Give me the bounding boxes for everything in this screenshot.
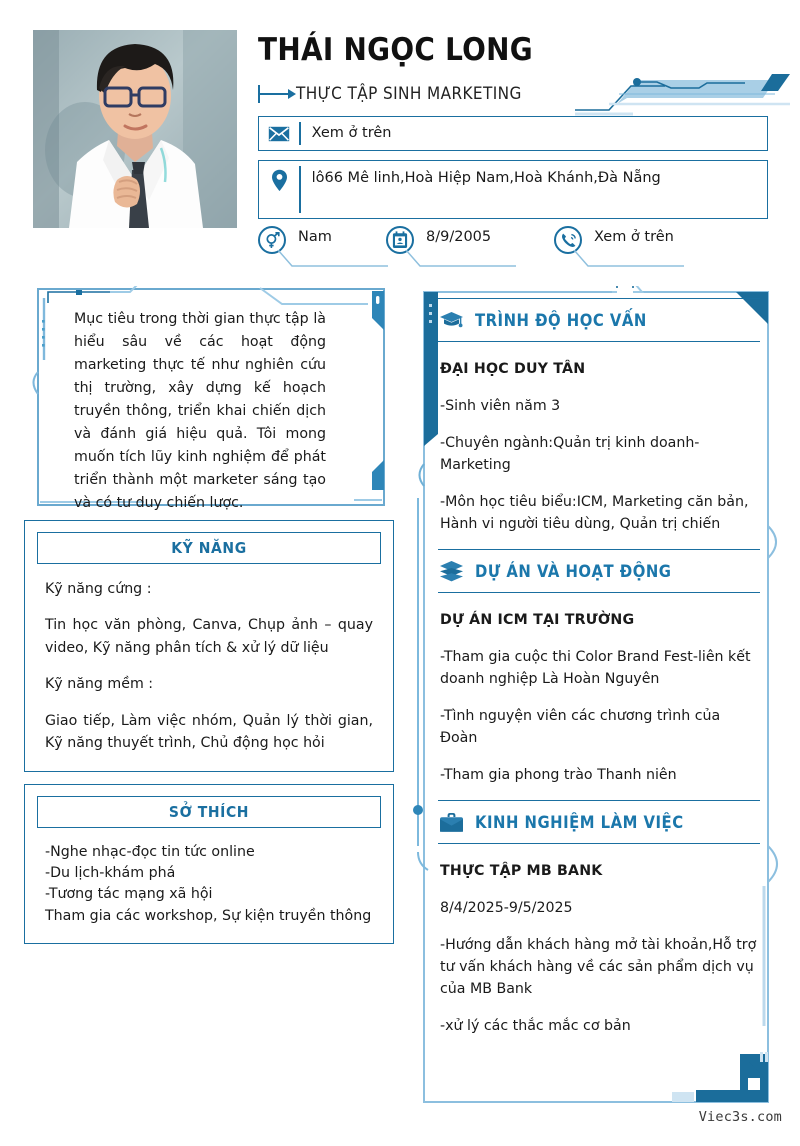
gender-value: Nam xyxy=(298,229,332,245)
skills-body xyxy=(25,564,393,771)
hard-skills-label: Kỹ năng cứng : xyxy=(45,581,152,597)
interests-list xyxy=(45,842,373,927)
cv-header xyxy=(0,0,800,282)
projects-header xyxy=(438,549,760,593)
list-item: -Tương tác mạng xã hội xyxy=(45,886,213,903)
projects-body xyxy=(438,593,760,796)
header-decoration-graphic xyxy=(575,58,790,116)
address-value: lô66 Mê linh,Hoà Hiệp Nam,Hoà Khánh,Đà Nẵng xyxy=(311,170,661,186)
education-org: ĐẠI HỌC DUY TÂN xyxy=(440,361,586,377)
birthdate-value: 8/9/2005 xyxy=(426,229,492,245)
soft-skills-label: Kỹ năng mềm : xyxy=(45,676,154,693)
address-field[interactable] xyxy=(258,160,768,219)
email-value: Xem ở trên xyxy=(311,125,392,142)
projects-title: DỰ ÁN VÀ HOẠT ĐỘNG xyxy=(475,561,672,581)
left-column xyxy=(24,286,394,944)
skills-title: KỸ NĂNG xyxy=(37,532,381,564)
hard-skills-value: Tin học văn phòng, Canva, Chụp ảnh – quay video, Kỹ năng phân tích & xử lý dữ liệu xyxy=(45,617,373,656)
objective-text: Mục tiêu trong thời gian thực tập là hiểu sâu về các hoạt động marketing thực tế như nghiên cứu thị trường, xây dựng kế hoạch truyền thông, triển khai chiến dịch và đánh giá hiệu quả. Tôi mong muốn tích lũy kinh nghiệm để phát triển thành một marketer sáng tạo và có tư duy chiến lược. xyxy=(74,311,326,511)
projects-item: -Tham gia cuộc thi Color Brand Fest-liên kết doanh nghiệp Là Hoàn Nguyên xyxy=(440,649,751,687)
layers-icon xyxy=(438,558,464,584)
list-item: Tham gia các workshop, Sự kiện truyền thông xyxy=(45,907,372,924)
education-section xyxy=(438,298,760,545)
underline-decoration xyxy=(574,250,684,272)
map-pin-icon xyxy=(259,161,299,192)
experience-dates: 8/4/2025-9/5/2025 xyxy=(440,900,573,916)
education-item: -Môn học tiêu biểu:ICM, Marketing căn bản, Hành vi người tiêu dùng, Quản trị chiến xyxy=(440,494,749,532)
education-title: TRÌNH ĐỘ HỌC VẤN xyxy=(475,310,647,330)
education-item: -Sinh viên năm 3 xyxy=(440,398,561,414)
projects-item: -Tình nguyện viên các chương trình của Đoàn xyxy=(440,708,721,746)
projects-section xyxy=(438,549,760,796)
skills-section xyxy=(24,520,394,772)
education-header xyxy=(438,298,760,342)
education-body xyxy=(438,342,760,545)
underline-decoration xyxy=(278,250,388,272)
arrow-icon xyxy=(258,85,296,103)
right-column xyxy=(412,286,780,1106)
experience-header xyxy=(438,800,760,844)
experience-item: -Hướng dẫn khách hàng mở tài khoản,Hỗ trợ tư vấn khách hàng về các sản phẩm dịch vụ của MB Bank xyxy=(440,937,757,997)
interests-section xyxy=(24,784,394,944)
phone-value: Xem ở trên xyxy=(594,229,674,245)
underline-decoration xyxy=(406,250,516,272)
experience-section xyxy=(438,800,760,1047)
graduation-cap-icon xyxy=(438,307,464,333)
experience-item: -xử lý các thắc mắc cơ bản xyxy=(440,1018,631,1034)
avatar xyxy=(33,30,237,228)
watermark: Viec3s.com xyxy=(698,1109,782,1125)
bottom-corner-decoration xyxy=(672,1052,784,1104)
personal-details-row xyxy=(258,224,778,276)
email-field[interactable] xyxy=(258,116,768,151)
projects-org: DỰ ÁN ICM TẠI TRƯỜNG xyxy=(440,612,635,628)
projects-item: -Tham gia phong trào Thanh niên xyxy=(440,767,677,783)
page-title: THÁI NGỌC LONG xyxy=(258,32,533,68)
interests-title: SỞ THÍCH xyxy=(37,796,381,828)
education-item: -Chuyên ngành:Quản trị kinh doanh-Marketing xyxy=(440,435,700,473)
experience-body xyxy=(438,844,760,1047)
soft-skills-value: Giao tiếp, Làm việc nhóm, Quản lý thời gian, Kỹ năng thuyết trình, Chủ động học hỏi xyxy=(45,712,373,752)
experience-title: KINH NGHIỆM LÀM VIỆC xyxy=(475,812,684,832)
right-column-content xyxy=(438,298,760,1051)
objective-card xyxy=(24,286,390,511)
list-item: -Nghe nhạc-đọc tin tức online xyxy=(45,843,255,860)
experience-org: THỰC TẬP MB BANK xyxy=(440,863,603,879)
job-title-row xyxy=(258,80,522,108)
envelope-icon xyxy=(259,126,299,142)
interests-body xyxy=(25,828,393,943)
list-item: -Du lịch-khám phá xyxy=(45,864,176,881)
job-title: THỰC TẬP SINH MARKETING xyxy=(296,84,522,104)
briefcase-icon xyxy=(438,809,464,835)
